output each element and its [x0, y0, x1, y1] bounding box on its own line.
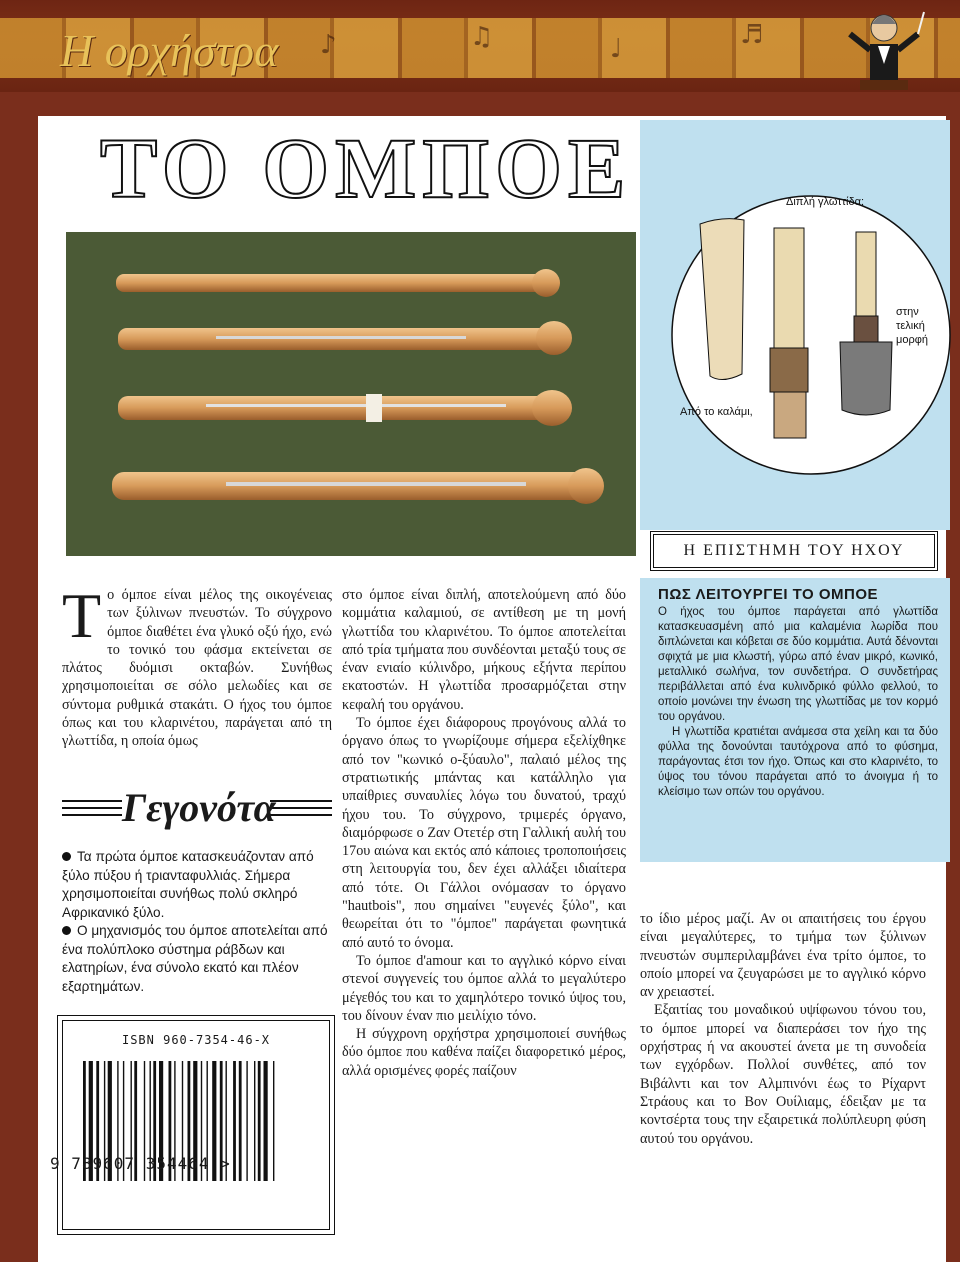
body-paragraph: στο όμποε είναι διπλή, αποτελούμενη από δύο κομμάτια καλαμιού, σε αντίθεση με τη μονή γλωττίδα του κλαρινέτου. Το όμποε αποτελείται από τρία τμήματα που συνδέονται μεταξύ τους σε έναν ενιαίο κύλινδρο, μήκους εξήντα περίπου εκατοστών. Η γλωττίδα προσαρμόζεται στην κεφαλή του οργάνου.	[342, 587, 627, 713]
page-title: ΤΟ ΟΜΠΟΕ	[100, 120, 632, 216]
how-it-works-box	[640, 578, 950, 862]
barcode-bar	[246, 1061, 247, 1181]
reed-label-right-1: στην	[896, 306, 919, 318]
reed-label-top: Διπλή γλωττίδα:	[786, 196, 864, 208]
series-title: Η ορχήστρα	[60, 25, 279, 76]
barcode-bar	[273, 1061, 274, 1181]
body-paragraph: το ίδιο μέρος μαζί. Αν οι απαιτήσεις του έργου είναι μεγαλύτερες, το τμήμα των ξύλινων πνευστών συμπεριλαμβάνει ένα τρίτο όμποε, το οποίο μπορεί να ζευγαρώσει με το αγγλικό κόρνο αν χρειαστεί.	[640, 911, 926, 1001]
music-note-icon: ♫	[470, 22, 494, 52]
column-1	[62, 580, 332, 751]
barcode-bar	[239, 1061, 242, 1181]
isbn-box	[62, 1020, 330, 1230]
music-note-icon: ♩	[610, 34, 623, 64]
how-paragraph: Ο ήχος του όμποε παράγεται από γλωττίδα κατασκευασμένη από μια καλαμένια λωρίδα που διπλώνεται και κόβεται σε δύο κομμάτια. Αυτά δένονται σφιχτά με μια κλωστή, γύρω από έναν μικρό, κωνικό, μεταλλικό σωλήνα, τον συνδετήρα. Ο συνδετήρας περιβάλλεται από ένα κυλινδρικό φύλλο φελλού, το οποίο μονώνει την ένωση της γλωττίδας με τον κορμό του οργάνου.	[658, 606, 938, 723]
bullet-icon	[62, 852, 71, 861]
fact-item: Τα πρώτα όμποε κατασκευάζονταν από ξύλο πύξου ή τριανταφυλλιάς. Σήμερα χρησιμοποιείται συνήθως πολύ σκληρό Αφρικανικό ξύλο.	[62, 849, 314, 920]
reed-label-right-2: τελική	[896, 320, 925, 332]
body-paragraph: Η σύγχρονη ορχήστρα χρησιμοποιεί συνήθως δύο όμποε που καθένα παίζει διαφορετικό μέρος, αλλά ορισμένες φορές παίζουν	[342, 1026, 626, 1079]
oboe-4	[112, 468, 604, 504]
music-note-icon: ♬	[740, 20, 764, 50]
body-paragraph: Το όμποε έχει διάφορους προγόνους αλλά το όργανο όπως το γνωρίζουμε σήμερα εξελίχθηκε από τον "κωνικό ο-ξύαυλο", παλαιό μέλος της στρατιωτικής μπάντας και κατάλληλο για υπαίθριες συναυλίες λόγω του δυνατού, τραχύ ήχου του. Το σύγχρονο, τριμερές όργανο, διαμόρφωσε ο Ζαν Οτετέρ στη Γαλλική αυλή του 17ου αιώνα και εκτός από κάποιες τροποποιήσεις στη λειτουργία του, δεν έχει αλλάξει ιδιαίτερα από τότε. Οι Γάλλοι ονόμασαν το όργανο "hautbois", που σημαίνει "ευγενές ξύλο", και θεωρείται ότι το "όμποε" παράγεται φωνητικά από αυτό το όνομα.	[342, 715, 626, 951]
barcode-bar	[264, 1061, 268, 1181]
column-2	[342, 586, 626, 1080]
tied-reed	[770, 228, 808, 438]
bullet-icon	[62, 926, 71, 935]
facts-list	[62, 848, 332, 996]
reed-label-right-3: μορφή	[896, 334, 928, 346]
how-title: ΠΩΣ ΛΕΙΤΟΥΡΓΕΙ ΤΟ ΟΜΠΟΕ	[658, 586, 879, 603]
conductor-icon	[842, 4, 926, 92]
reed-label-bottom: Από το καλάμι,	[680, 406, 753, 418]
isbn-label: ISBN 960-7354-46-X	[121, 1033, 271, 1047]
body-paragraph: Εξαιτίας του μοναδικού υψίφωνου τόνου του, το όμποε μπορεί να διαπεράσει τον ήχο της ορχήστρας ή να ακουστεί άνετα με τη συνοδεία των εγχόρδων. Πολλοί συνθέτες, από τον Βιβάλντι και τον Αλμπινόνι έως το Ρίχαρντ Στράους και το Βον Ουίλιαμς, έδειξαν με τα κοντσέρτα τους την εξαιρετικά πολύπλευρη φύση αυτού του οργάνου.	[640, 1002, 926, 1147]
facts-title: Γεγονότα	[122, 785, 276, 830]
series-banner	[0, 0, 960, 92]
barcode-bar	[254, 1061, 255, 1181]
how-paragraph: Η γλωττίδα κρατιέται ανάμεσα στα χείλη και τα δύο φύλλα της δονούνται ταυτόχρονα από το φύσημα, παράγοντας έτσι τον ήχο. Όπως και στο κλαρινέτο, το ύψος του τόνου παράγεται από το άνοιγμα ή το κλείσιμο των οπών του οργάνου.	[658, 726, 938, 798]
fact-item: Ο μηχανισμός του όμποε αποτελείται από ένα πολύπλοκο σύστημα ράβδων και ελατηρίων, ένα σύνολο εκατό και πλέον εξαρτημάτων.	[62, 923, 328, 994]
barcode-digits: 9 789607 354464 >	[50, 1154, 231, 1173]
intro-paragraph: ο όμποε είναι μέλος της οικογένειας των ξύλινων πνευστών. Το σύγχρονο όμποε διαθέτει ένα γλυκό οξύ ήχο, ενώ το τονικό του φάσμα εκτείνεται σε πλάτος δυόμισι οκταβών. Συνήθως χρησιμοποιείται σε σόλο μελωδίες και σε σύντομα ρυθμικά στακάτι. Ο ήχος του όμποε όπως και του κλαρινέτου, παράγεται από τη γλωττίδα, η οποία όμως	[62, 587, 332, 750]
music-note-icon: ♪	[320, 30, 337, 60]
section-tag: Η ΕΠΙΣΤΗΜΗ ΤΟΥ ΗΧΟΥ	[653, 534, 935, 568]
body-paragraph: Το όμποε d'amour και το αγγλικό κόρνο είναι στενοί συγγενείς του όμποε αλλά το μεγαλύτερο μέγεθός του και το χαμηλότερο τονικό ύψος του, του δίνουν έναν πιο μειλίχιο τόνο.	[342, 952, 626, 1024]
oboe-photo	[66, 232, 636, 556]
column-3	[640, 910, 926, 1148]
barcode-bar	[233, 1061, 236, 1181]
facts-heading	[62, 785, 332, 838]
drop-cap: Τ	[62, 580, 102, 651]
barcode-bar	[258, 1061, 261, 1181]
